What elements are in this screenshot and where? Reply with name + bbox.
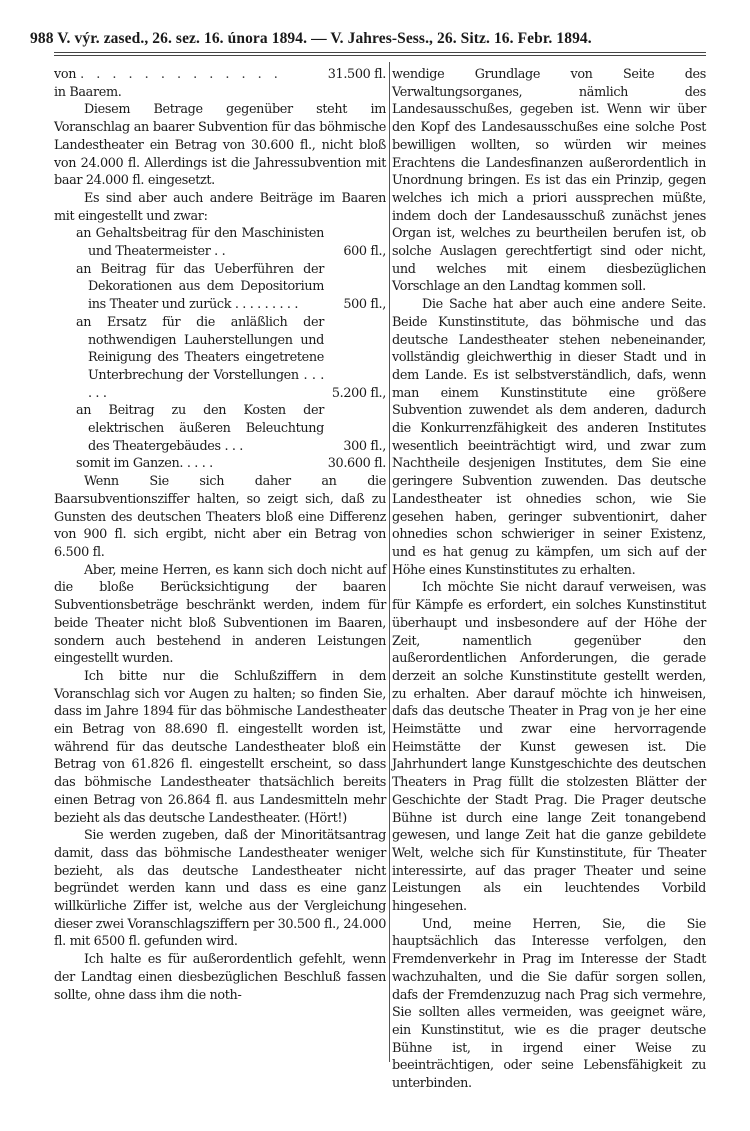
budget-item-amount: 5.200 fl., bbox=[331, 385, 386, 401]
page-header: 988 V. výr. zased., 26. sez. 16. února 1894. — V. Jahres-Sess., 26. Sitz. 16. Febr. 1894. bbox=[30, 30, 592, 47]
paragraph: Diesem Betrage gegenüber steht im Voranschlag an baarer Subvention für das böhmische Landestheater ein Betrag von 30.600 fl., nicht bloß von 24.000 fl. Allerdings ist die Jahressubvention mit baar 24.000 fl. eingesetzt. bbox=[54, 102, 386, 189]
paragraph: Und, meine Herren, Sie, die Sie hauptsächlich das Interesse verfolgen, den Fremdenverkehr in Prag im Interesse der Stadt wachzuhalten, und die Sie dafür sorgen sollen, dafs der Fremdenzuzug nach Prag sich vermehre, Sie sollten alles vermeiden, was geeignet wäre, ein Kunstinstitut, wie es die prager deutsche Bühne ist, in irgend einer Weise zu beeinträchtigen, oder seine Lebensfähigkeit zu unterbinden. bbox=[392, 916, 706, 1092]
budget-item-text: an Beitrag zu den Kosten der elektrischen äußeren Beleuchtung des Theatergebäudes . . . bbox=[76, 403, 324, 454]
budget-total bbox=[54, 455, 386, 473]
budget-item bbox=[54, 261, 386, 314]
budget-item bbox=[54, 225, 386, 260]
budget-item-amount: 500 fl., bbox=[343, 297, 386, 313]
amount-label: von bbox=[54, 67, 77, 82]
paragraph: Die Sache hat aber auch eine andere Seite. Beide Kunstinstitute, das böhmische und das deutsche Landestheater stehen nebeneinander, vollständig gleichwerthig in dieser Stadt und in dem Lande. Es ist selbstverständlich, dafs, wenn man einem Kunstinstitute eine größere Subvention zuwendet als dem anderen, dadurch die Konkurrenzfähigkeit des anderen Institutes wesentlich beeinträchtigt wird, und zwar zum Nachtheile desjenigen Institutes, dem Sie eine geringere Subvention zuwenden. Das deutsche Landestheater ist ohnedies schon, wie Sie gesehen haben, geringer subventionirt, daher ohnedies schon schwieriger in seiner Existenz, und es hat genug zu kämpfen, um sich auf der Höhe eines Kunstinstitutes zu erhalten. bbox=[392, 297, 706, 578]
budget-item-amount: 600 fl., bbox=[343, 244, 386, 260]
leader-dots: . . . . . . . . . . . . . bbox=[80, 67, 282, 82]
paragraph: Ich halte es für außerordentlich gefehlt, wenn der Landtag einen diesbezüglichen Beschluß fassen sollte, ohne dass ihm die noth- bbox=[54, 952, 386, 1003]
header-rule-double bbox=[54, 55, 706, 56]
right-column bbox=[392, 66, 706, 1093]
paragraph: Sie werden zugeben, daß der Minoritätsantrag damit, dass das böhmische Landestheater weniger bezieht, als das deutsche Landestheater nicht begründet werden kann und dass es eine ganz willkürliche Ziffer ist, welche aus der Vergleichung dieser zwei Voranschlagsziffern per 30.500 fl., 24.000 fl. mit 6500 fl. gefunden wird. bbox=[54, 828, 386, 950]
column-divider bbox=[389, 62, 390, 1062]
budget-item bbox=[54, 314, 386, 403]
budget-item-amount: 300 fl., bbox=[343, 438, 386, 454]
left-column bbox=[54, 66, 386, 1004]
paragraph: Ich möchte Sie nicht darauf verweisen, was für Kämpfe es erfordert, ein solches Kunstinstitut überhaupt und insbesondere auf der Höhe der Zeit, namentlich gegenüber den außerordentlichen Anforderungen, die gerade derzeit an solche Kunstinstitute gestellt werden, zu erhalten. Aber darauf möchte ich hinweisen, dafs das deutsche Theater in Prag von je her eine Heimstätte und zwar eine hervorragende Heimstätte der Kunst gewesen ist. Die Jahrhundert lange Kunstgeschichte des deutschen Theaters in Prag füllt die stolzesten Blätter der Geschichte der Stadt Prag. Die Prager deutsche Bühne ist durch eine lange Zeit tonangebend gewesen, und lange Zeit hat die ganze gebildete Welt, welche sich für Kunstinstitute, für Theater interessirte, auf das prager Theater und seine Leistungen als ein leuchtendes Vorbild hingesehen. bbox=[392, 580, 706, 915]
header-rule bbox=[54, 52, 706, 53]
budget-item-text: an Gehaltsbeitrag für den Maschinisten und Theatermeister . . bbox=[76, 226, 324, 260]
paragraph: Es sind aber auch andere Beiträge im Baaren mit eingestellt und zwar: bbox=[54, 190, 386, 224]
budget-item-text: an Beitrag für das Ueberführen der Dekorationen aus dem Depositorium ins Theater und zurück . . . . . . . . . bbox=[76, 261, 324, 313]
budget-total-text: somit im Ganzen. . . . . bbox=[76, 456, 213, 472]
budget-item-text: an Ersatz für die anläßlich der nothwendigen Lauherstellungen und Reinigung des Theaters eingetretene Unterbrechung der Vorstellungen . . . . . . bbox=[76, 314, 324, 401]
paragraph: wendige Grundlage von Seite des Verwaltungsorganes, nämlich des Landesausschußes, gegeben ist. Wenn wir über den Kopf des Landesausschußes eine solche Post bewilligen wollten, so würden wir meines Erachtens die Landesfinanzen außerordentlich in Unordnung bringen. Es ist das ein Prinzip, gegen welches ich mich a priori aussprechen müßte, indem doch der Landesausschuß zunächst jenes Organ ist, welches zu beurtheilen berufen ist, ob solche Auslagen gerechtfertigt sind oder nicht, und welches mit einem diesbezüglichen Vorschlage an den Landtag kommen soll. bbox=[392, 67, 706, 295]
paragraph: Aber, meine Herren, es kann sich doch nicht auf die bloße Berücksichtigung der baaren Subventionsbeträge beschränkt werden, indem für beide Theater nicht bloß Subventionen im Baaren, sondern auch bestehend in anderen Leistungen eingestellt wurden. bbox=[54, 562, 386, 667]
budget-item bbox=[54, 402, 386, 455]
budget-total-amount: 30.600 fl. bbox=[327, 456, 386, 472]
paragraph: Wenn Sie sich daher an die Baarsubventionsziffer halten, so zeigt sich, daß zu Gunsten des deutschen Theaters bloß eine Differenz von 900 fl. sich ergibt, nicht aber ein Betrag von 6.500 fl. bbox=[54, 474, 386, 560]
paragraph: Ich bitte nur die Schlußziffern in dem Voranschlag sich vor Augen zu halten; so finden Sie, dass im Jahre 1894 für das böhmische Landestheater ein Betrag von 88.690 fl. eingestellt worden ist, während für das deutsche Landestheater bloß ein Betrag von 61.826 fl. eingestellt erscheint, so dass das böhmische Landestheater thatsächlich bereits einen Betrag von 26.864 fl. aus Landesmitteln mehr bezieht als das deutsche Landestheater. (Hört!) bbox=[54, 668, 386, 826]
paragraph: in Baarem. bbox=[54, 84, 122, 100]
amount-line-von bbox=[54, 66, 386, 84]
amount-value: 31.500 fl. bbox=[327, 67, 386, 82]
